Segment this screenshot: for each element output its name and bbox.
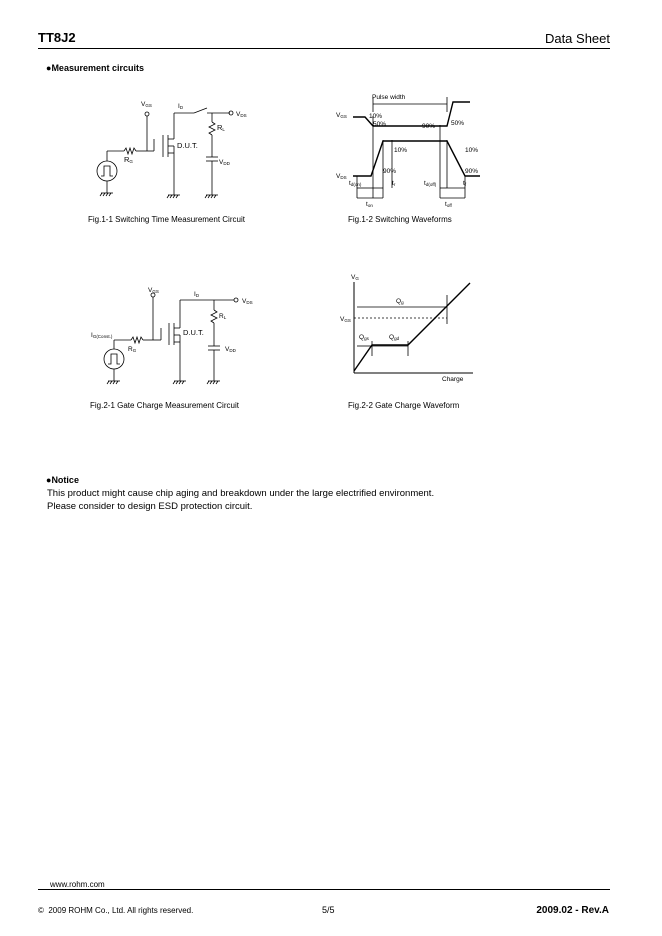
fig2-1-dut-label: D.U.T. bbox=[183, 328, 204, 337]
doc-type: Data Sheet bbox=[544, 31, 610, 46]
fig2-1-vgs-label: VGS bbox=[148, 287, 159, 294]
fig2-1-vdd-label: VDD bbox=[225, 346, 236, 353]
fig2-2-qgd-label: Qgd bbox=[389, 334, 400, 341]
copyright-icon: © bbox=[38, 906, 44, 915]
fig2-1-rl-label: RL bbox=[219, 313, 227, 320]
fig2-2-charge-label: Charge bbox=[442, 376, 464, 383]
fig1-1-vgs-label: VGS bbox=[141, 101, 152, 108]
notice-section-title bbox=[46, 475, 79, 485]
fig1-2-vgs-label: VGS bbox=[336, 112, 347, 119]
fig1-2-90pct-c: 90% bbox=[465, 168, 479, 175]
fig1-2-10pct-a: 10% bbox=[369, 113, 383, 120]
fig1-2-toff: toff bbox=[445, 201, 452, 208]
fig2-1-vds-label: VDS bbox=[242, 298, 253, 305]
fig1-1-rg-label: RG bbox=[124, 155, 133, 164]
fig1-2-tdoff: td(off) bbox=[424, 180, 437, 187]
fig1-1-caption: Fig.1-1 Switching Time Measurement Circuit bbox=[88, 215, 245, 224]
notice-title-text: Notice bbox=[51, 475, 79, 485]
notice-line-1: This product might cause chip aging and breakdown under the large electrified environment. bbox=[47, 488, 435, 499]
fig2-2-vg-label: VG bbox=[351, 274, 359, 281]
fig1-2-tr: tr bbox=[392, 180, 396, 187]
fig1-2-tf: tf bbox=[463, 180, 467, 187]
fig2-1-id-label: ID bbox=[194, 291, 200, 298]
notice-line-2: Please consider to design ESD protection circuit. bbox=[47, 501, 253, 512]
fig1-1-dut-label: D.U.T. bbox=[177, 141, 198, 150]
fig2-1-ig-label: IG(Const.) bbox=[91, 332, 113, 339]
copyright-text: 2009 ROHM Co., Ltd. All rights reserved. bbox=[48, 906, 194, 915]
part-number: TT8J2 bbox=[38, 30, 76, 45]
fig1-2-waveform bbox=[335, 88, 495, 208]
fig1-2-10pct-b: 10% bbox=[394, 147, 408, 154]
measurement-section-title bbox=[46, 63, 144, 73]
fig2-1-rg-label: RG bbox=[128, 346, 137, 353]
footer-rule bbox=[38, 889, 610, 890]
fig1-2-pulse-width: Pulse width bbox=[372, 94, 406, 101]
fig1-2-ton: ton bbox=[366, 201, 373, 208]
fig1-2-caption: Fig.1-2 Switching Waveforms bbox=[348, 215, 452, 224]
fig2-2-waveform bbox=[335, 270, 485, 390]
fig2-1-circuit bbox=[88, 282, 288, 397]
fig1-2-vds-label: VDS bbox=[336, 173, 347, 180]
fig2-2-vgs-label: VGS bbox=[340, 316, 351, 323]
fig1-1-vds-label: VDS bbox=[236, 111, 247, 118]
footer-page-number: 5/5 bbox=[322, 905, 335, 915]
fig1-1-vdd-label: VDD bbox=[219, 159, 230, 166]
fig2-2-caption: Fig.2-2 Gate Charge Waveform bbox=[348, 401, 460, 410]
fig1-1-rl-label: RL bbox=[217, 123, 225, 132]
header-rule bbox=[38, 48, 610, 49]
fig1-2-10pct-c: 10% bbox=[465, 147, 479, 154]
fig1-2-50pct-a: 50% bbox=[373, 121, 387, 128]
fig1-2-50pct-b: 50% bbox=[451, 120, 465, 127]
fig2-2-qg-label: Qg bbox=[396, 298, 404, 305]
measurement-title-text: Measurement circuits bbox=[51, 63, 144, 73]
fig2-1-caption: Fig.2-1 Gate Charge Measurement Circuit bbox=[90, 401, 239, 410]
bullet-icon: ● bbox=[46, 475, 52, 485]
fig1-1-id-label: ID bbox=[178, 103, 184, 110]
footer-revision: 2009.02 - Rev.A bbox=[536, 905, 609, 916]
fig1-1-circuit bbox=[80, 95, 280, 215]
fig1-2-90pct-b: 90% bbox=[383, 168, 397, 175]
bullet-icon: ● bbox=[46, 63, 52, 73]
footer-url[interactable]: www.rohm.com bbox=[50, 880, 105, 889]
fig1-2-tdon: td(on) bbox=[349, 180, 362, 187]
fig2-2-qgs-label: Qgs bbox=[359, 334, 369, 341]
fig1-2-90pct-a: 90% bbox=[422, 123, 436, 130]
footer-copyright bbox=[38, 906, 193, 915]
